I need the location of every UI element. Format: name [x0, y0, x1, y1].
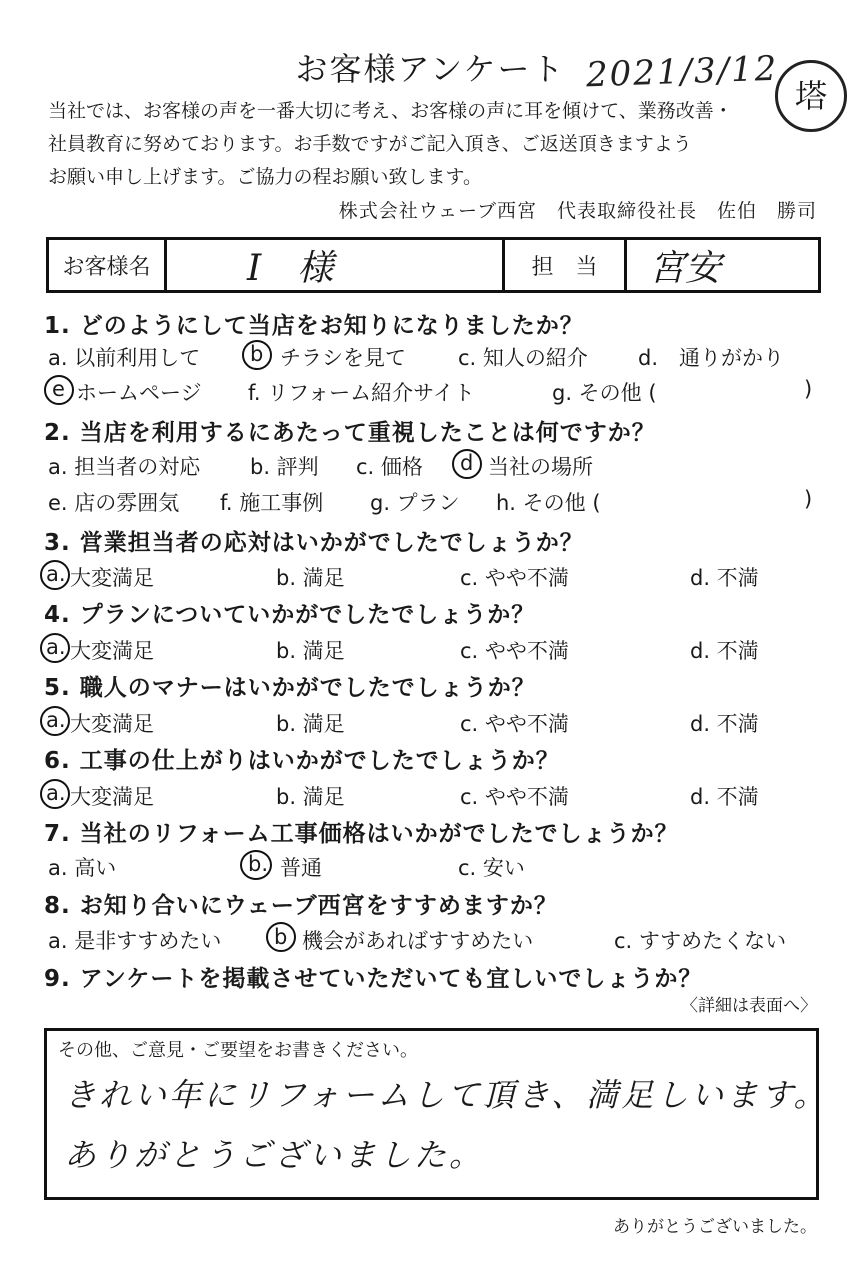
q3-option-a[interactable]: 大変満足 [70, 566, 154, 590]
q2-option-f[interactable]: f. 施工事例 [220, 491, 324, 515]
details-note: 〈詳細は表面へ〉 [681, 996, 817, 1016]
q1-option-e[interactable]: ホームページ [76, 381, 202, 405]
q6-option-b[interactable]: b. 満足 [276, 785, 345, 809]
q4-option-c[interactable]: c. やや不満 [460, 639, 569, 663]
company-signature: 株式会社ウェーブ西宮 代表取締役社長 佐伯 勝司 [338, 200, 817, 222]
q5-option-d[interactable]: d. 不満 [690, 712, 759, 736]
q1-option-a[interactable]: a. 以前利用して [48, 346, 201, 370]
q6-option-a-mark[interactable]: a. [46, 781, 66, 805]
q5-option-c[interactable]: c. やや不満 [460, 712, 569, 736]
question-9: 9. アンケートを掲載させていただいても宜しいでしょうか？ [44, 966, 703, 992]
intro-line-2: 社員教育に努めております。お手数ですがご記入頂き、ご返送頂きますよう [48, 133, 692, 155]
q2-option-g[interactable]: g. プラン [370, 491, 460, 515]
thanks-text: ありがとうございました。 [613, 1217, 817, 1237]
q3-option-a-mark[interactable]: a. [46, 562, 66, 586]
q4-option-d[interactable]: d. 不満 [690, 639, 759, 663]
q1-option-c[interactable]: c. 知人の紹介 [458, 346, 588, 370]
q1-option-b[interactable]: チラシを見て [280, 346, 406, 370]
q7-option-b[interactable]: 普通 [280, 856, 322, 880]
q8-option-b[interactable]: 機会があればすすめたい [302, 929, 534, 953]
q5-option-a[interactable]: 大変満足 [70, 712, 154, 736]
q4-option-a[interactable]: 大変満足 [70, 639, 154, 663]
comment-line-1: きれい年にリフォームして頂き、満足しいます。 [64, 1076, 829, 1114]
q1-option-f[interactable]: f. リフォーム紹介サイト [248, 381, 475, 405]
q1-option-d[interactable]: d. 通りがかり [638, 346, 785, 370]
question-2: 2. 当店を利用するにあたって重視したことは何ですか？ [44, 420, 656, 446]
customer-name-label: お客様名 [49, 240, 167, 290]
question-7: 7. 当社のリフォーム工事価格はいかがでしたでしょうか？ [44, 821, 679, 847]
q8-option-b-mark[interactable]: b [274, 925, 288, 949]
q2-option-d[interactable]: 当社の場所 [488, 455, 593, 479]
q7-option-a[interactable]: a. 高い [48, 856, 117, 880]
q7-option-b-mark[interactable]: b. [248, 852, 269, 876]
q2-option-b[interactable]: b. 評判 [250, 455, 319, 479]
q4-option-b[interactable]: b. 満足 [276, 639, 345, 663]
intro-line-3: お願い申し上げます。ご協力の程お願い致します。 [48, 166, 482, 188]
staff-field[interactable]: 宮安 [649, 247, 722, 289]
q2-option-h[interactable]: h. その他 ( [496, 491, 601, 515]
question-4: 4. プランについていかがでしたでしょうか？ [44, 602, 536, 628]
q6-option-c[interactable]: c. やや不満 [460, 785, 569, 809]
question-3: 3. 営業担当者の応対はいかがでしたでしょうか？ [44, 530, 584, 556]
q1-option-g-close: ) [804, 377, 813, 401]
q6-option-d[interactable]: d. 不満 [690, 785, 759, 809]
seal-stamp: 塔 [775, 60, 847, 132]
q1-option-b-mark[interactable]: b [250, 342, 264, 366]
q3-option-c[interactable]: c. やや不満 [460, 566, 569, 590]
q8-option-a[interactable]: a. 是非すすめたい [48, 929, 222, 953]
q2-option-h-close: ) [804, 487, 813, 511]
q5-option-b[interactable]: b. 満足 [276, 712, 345, 736]
q3-option-d[interactable]: d. 不満 [690, 566, 759, 590]
q2-option-a[interactable]: a. 担当者の対応 [48, 455, 201, 479]
page-title: お客様アンケート [295, 50, 566, 88]
q5-option-a-mark[interactable]: a. [46, 708, 66, 732]
question-6: 6. 工事の仕上がりはいかがでしたでしょうか？ [44, 748, 560, 774]
q4-option-a-mark[interactable]: a. [46, 635, 66, 659]
question-8: 8. お知り合いにウェーブ西宮をすすめますか？ [44, 893, 558, 919]
comments-label: その他、ご意見・ご要望をお書きください。 [58, 1040, 418, 1061]
q7-option-c[interactable]: c. 安い [458, 856, 525, 880]
question-5: 5. 職人のマナーはいかがでしたでしょうか？ [44, 675, 536, 701]
q3-option-b[interactable]: b. 満足 [276, 566, 345, 590]
q2-option-c[interactable]: c. 価格 [356, 455, 423, 479]
handwritten-date: 2021/3/12 [585, 48, 779, 96]
comment-line-2: ありがとうございました。 [64, 1136, 485, 1174]
intro-line-1: 当社では、お客様の声を一番大切に考え、お客様の声に耳を傾けて、業務改善・ [48, 100, 733, 122]
staff-label: 担 当 [505, 240, 627, 290]
q6-option-a[interactable]: 大変満足 [70, 785, 154, 809]
customer-table [46, 237, 821, 293]
q1-option-g[interactable]: g. その他 ( [552, 381, 657, 405]
customer-name-field[interactable]: I 様 [167, 240, 505, 290]
q2-option-d-mark[interactable]: d [460, 451, 474, 475]
question-1: 1. どのようにして当店をお知りになりましたか？ [44, 313, 584, 339]
q1-option-e-mark[interactable]: e [52, 377, 65, 401]
q8-option-c[interactable]: c. すすめたくない [614, 929, 787, 953]
q2-option-e[interactable]: e. 店の雰囲気 [48, 491, 180, 515]
